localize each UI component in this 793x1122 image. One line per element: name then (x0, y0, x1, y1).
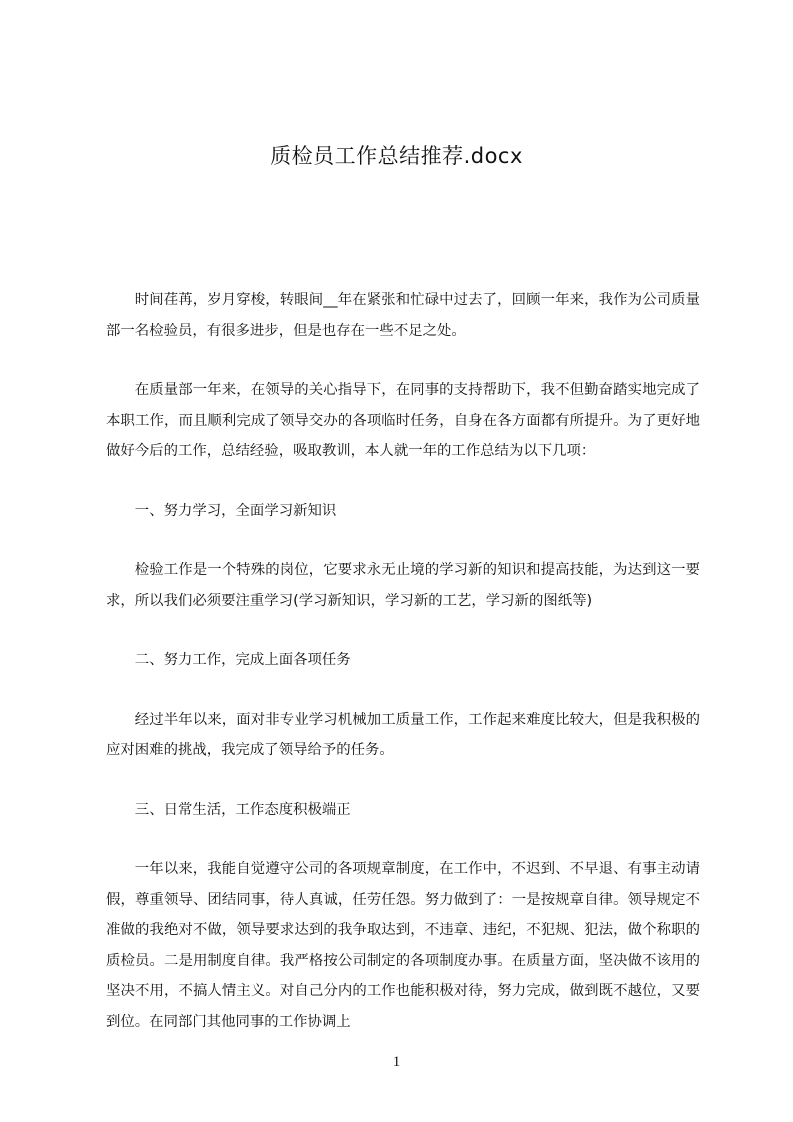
paragraph-gap (106, 676, 700, 705)
paragraph-study: 检验工作是一个特殊的岗位，它要求永无止境的学习新的知识和提高技能，为达到这一要求，所以我们必须要注重学习(学习新知识，学习新的工艺，学习新的图纸等) (106, 562, 700, 609)
paragraph-gap (106, 526, 700, 555)
section-heading-3: 三、日常生活，工作态度积极端正 (134, 801, 351, 818)
paragraph-gap (106, 825, 700, 854)
paragraph-gap (106, 616, 700, 645)
paragraph-overview: 在质量部一年来，在领导的关心指导下，在同事的支持帮助下，我不但勤奋踏实地完成了本职工作，而且顺利完成了领导交办的各项临时任务，自身在各方面都有所提升。为了更好地做好今后的工作，总结经验，吸取教训，本人就一年的工作总结为以下几项： (106, 382, 700, 459)
paragraph-gap (106, 766, 700, 795)
paragraph-work: 经过半年以来，面对非专业学习机械加工质量工作，工作起来难度比较大，但是我积极的应对困难的挑战，我完成了领导给予的任务。 (106, 711, 700, 758)
paragraph-gap (106, 467, 700, 496)
document-body (106, 285, 700, 1037)
paragraph-gap (106, 346, 700, 375)
paragraph-attitude: 一年以来，我能自觉遵守公司的各项规章制度，在工作中，不迟到、不早退、有事主动请假，尊重领导、团结同事，待人真诚，任劳任怨。努力做到了：一是按规章自律。领导规定不准做的我绝对不做，领导要求达到的我争取达到，不违章、违纪，不犯规、犯法，做个称职的质检员。二是用制度自律。我严格按公司制定的各项制度办事。在质量方面，坚决做不该用的坚决不用，不搞人情主义。对自己分内的工作也能积极对待，努力完成，做到既不越位，又要到位。在同部门其他同事的工作协调上 (106, 861, 700, 1030)
section-heading-1: 一、努力学习，全面学习新知识 (134, 502, 337, 519)
page-number: 1 (392, 1054, 401, 1070)
section-heading-2: 二、努力工作，完成上面各项任务 (134, 652, 351, 668)
document-title: 质检员工作总结推荐.docx (270, 144, 523, 168)
paragraph-intro: 时间荏苒，岁月穿梭，转眼间__年在紧张和忙碌中过去了，回顾一年来，我作为公司质量部一名检验员，有很多进步，但是也存在一些不足之处。 (106, 292, 700, 339)
